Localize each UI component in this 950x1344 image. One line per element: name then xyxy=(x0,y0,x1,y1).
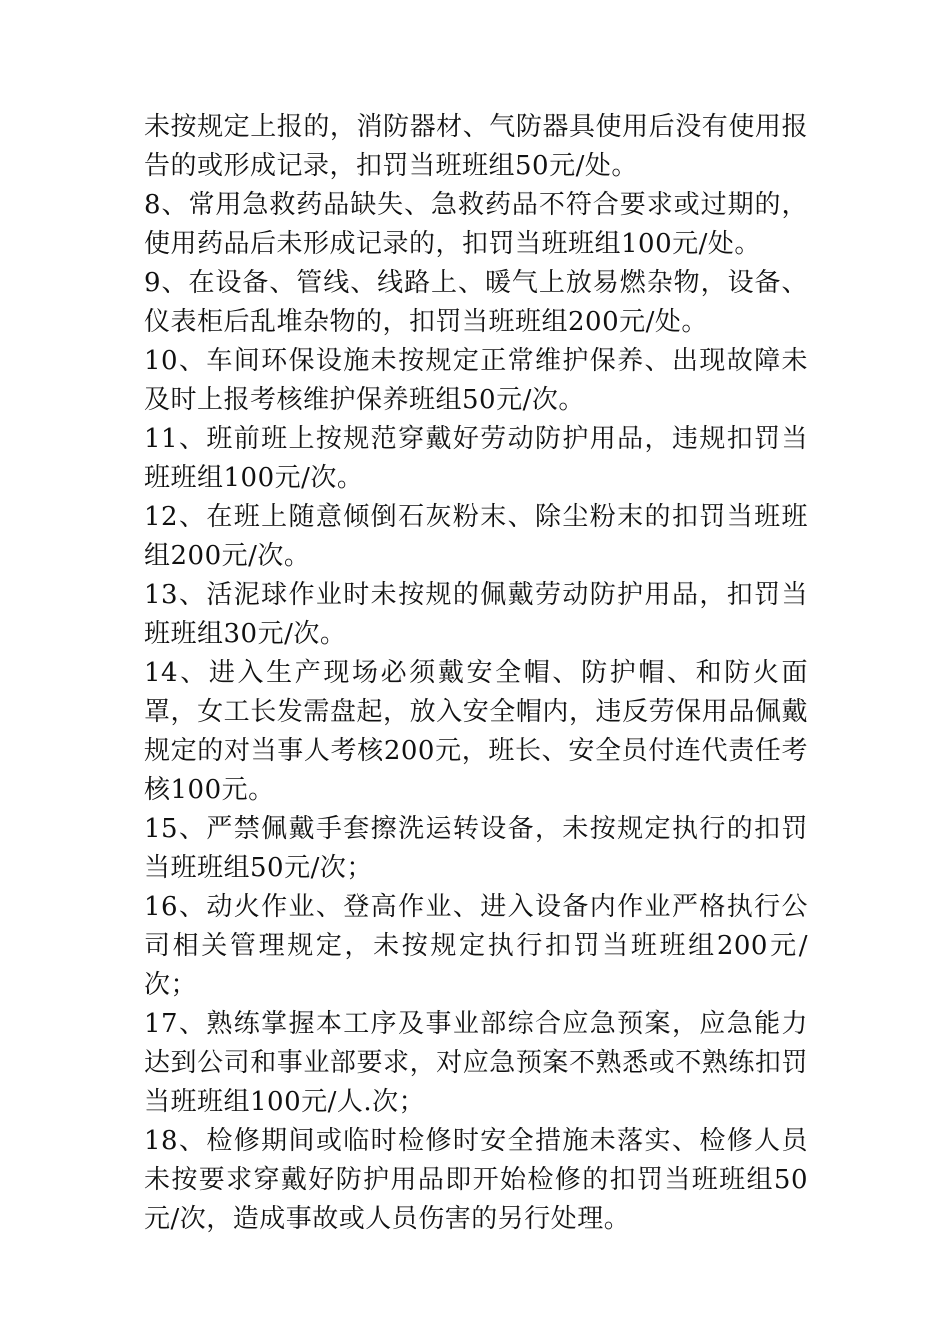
paragraph-item-15: 15、严禁佩戴手套擦洗运转设备，未按规定执行的扣罚当班班组50元/次； xyxy=(144,814,808,883)
paragraph-item-11: 11、班前班上按规范穿戴好劳动防护用品，违规扣罚当班班组100元/次。 xyxy=(144,424,808,493)
paragraph-item-13: 13、活泥球作业时未按规的佩戴劳动防护用品，扣罚当班班组30元/次。 xyxy=(144,580,808,649)
paragraph-item-18: 18、检修期间或临时检修时安全措施未落实、检修人员未按要求穿戴好防护用品即开始检修的扣罚当班班组50元/次，造成事故或人员伤害的另行处理。 xyxy=(144,1126,808,1234)
paragraph-item-10: 10、车间环保设施未按规定正常维护保养、出现故障未及时上报考核维护保养班组50元/次。 xyxy=(144,346,808,415)
paragraph-item-16: 16、动火作业、登高作业、进入设备内作业严格执行公司相关管理规定，未按规定执行扣罚当班班组200元/次； xyxy=(144,892,808,1000)
paragraph-item-9: 9、在设备、管线、线路上、暖气上放易燃杂物，设备、仪表柜后乱堆杂物的，扣罚当班班组200元/处。 xyxy=(144,268,808,337)
paragraph-item-8: 8、常用急救药品缺失、急救药品不符合要求或过期的，使用药品后未形成记录的，扣罚当班班组100元/处。 xyxy=(144,190,808,259)
paragraph-continued: 未按规定上报的，消防器材、气防器具使用后没有使用报告的或形成记录，扣罚当班班组50元/处。 xyxy=(144,112,808,181)
paragraph-item-14: 14、进入生产现场必须戴安全帽、防护帽、和防火面罩，女工长发需盘起，放入安全帽内，违反劳保用品佩戴规定的对当事人考核200元，班长、安全员付连代责任考核100元。 xyxy=(144,658,808,805)
document-body xyxy=(144,108,808,1239)
paragraph-item-17: 17、熟练掌握本工序及事业部综合应急预案，应急能力达到公司和事业部要求，对应急预案不熟悉或不熟练扣罚当班班组100元/人.次； xyxy=(144,1009,808,1117)
paragraph-item-12: 12、在班上随意倾倒石灰粉末、除尘粉末的扣罚当班班组200元/次。 xyxy=(144,502,808,571)
